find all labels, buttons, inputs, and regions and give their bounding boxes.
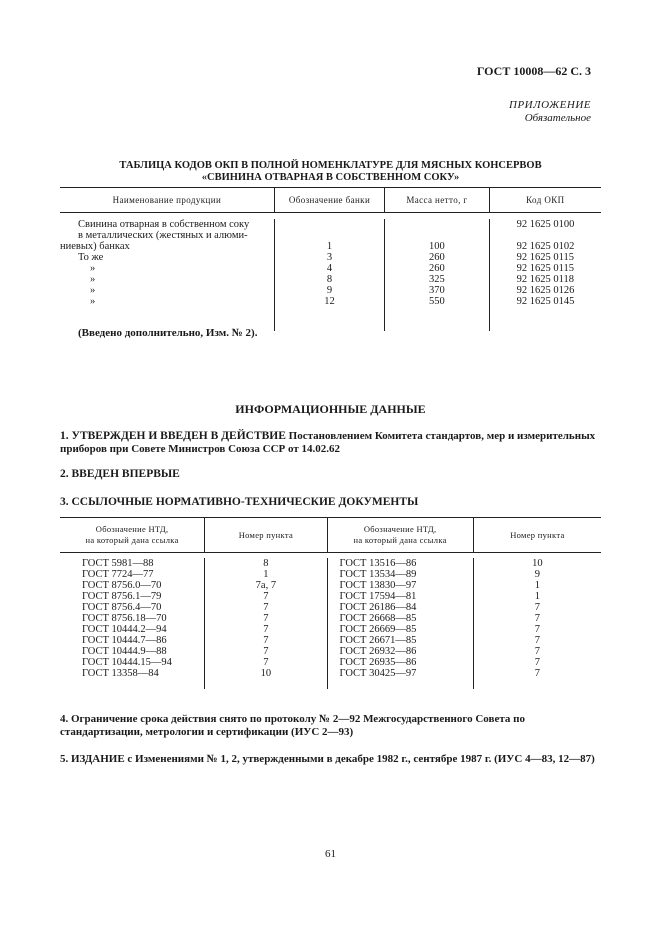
item-cell: 7 [534, 646, 540, 657]
ntd-cell: ГОСТ 17594—81 [339, 591, 417, 602]
okp-codes-table [60, 187, 601, 331]
appendix-title: ПРИЛОЖЕНИЕ [509, 99, 591, 111]
okp-table-title [60, 160, 601, 184]
item-cell: 7 [534, 624, 540, 635]
item-cell: 7 [263, 635, 269, 646]
item-cell: 1 [534, 591, 540, 602]
ntd-cell: ГОСТ 13358—84 [82, 668, 159, 679]
ntd-cell: ГОСТ 26935—86 [339, 657, 417, 668]
ntd-cell: ГОСТ 13534—89 [339, 569, 417, 580]
can-cell: 1 [326, 241, 333, 252]
mass-cell: 100 [429, 241, 445, 252]
can-cell: 3 [326, 252, 333, 263]
ntd-cell: ГОСТ 10444.7—86 [82, 635, 167, 646]
ntd-cell: ГОСТ 26669—85 [339, 624, 417, 635]
info-section-title: ИНФОРМАЦИОННЫЕ ДАННЫЕ [235, 402, 426, 416]
item-cell: 1 [263, 569, 269, 580]
can-cell: 4 [326, 263, 333, 274]
okp-table-header [60, 188, 601, 213]
col-ntd-right [328, 558, 474, 689]
product-cell: » [90, 274, 96, 285]
item-cell: 7 [534, 668, 540, 679]
col-okp [490, 219, 601, 331]
okp-cell: 92 1625 0115 [516, 263, 574, 274]
appendix-subtitle: Обязательное [524, 112, 591, 124]
okp-table-title-line2: «СВИНИНА ОТВАРНАЯ В СОБСТВЕННОМ СОКУ» [201, 172, 460, 183]
info-item-3: 3. ССЫЛОЧНЫЕ НОРМАТИВНО-ТЕХНИЧЕСКИЕ ДОКУМЕНТЫ [60, 496, 419, 508]
amendment-note: (Введено дополнительно, Изм. № 2). [78, 327, 258, 339]
mass-cell: 550 [429, 296, 445, 307]
item-cell: 10 [260, 668, 272, 679]
product-cell: » [90, 285, 96, 296]
col-header-ntd-left-line1: Обозначение НТД, [95, 524, 169, 534]
okp-cell [490, 230, 601, 241]
ntd-cell: ГОСТ 10444.2—94 [82, 624, 167, 635]
mass-cell: 260 [429, 252, 445, 263]
okp-cell: 92 1625 0100 [516, 219, 575, 230]
okp-cell: 92 1625 0118 [516, 274, 574, 285]
mass-cell [385, 219, 488, 230]
col-ntd-left [60, 558, 205, 689]
product-cell: Свинина отварная в собственном соку [78, 219, 250, 230]
can-cell [275, 219, 384, 230]
ntd-cell: ГОСТ 5981—88 [82, 558, 154, 569]
col-header-ntd-left [60, 518, 205, 552]
item-cell: 1 [534, 580, 540, 591]
col-can [275, 219, 385, 331]
info-item-5: 5. ИЗДАНИЕ с Изменениями № 1, 2, утвержденными в декабре 1982 г., сентябре 1987 г. (ИУС 4—83, 12—87) [60, 753, 595, 765]
info-item-1-text: Постановлением Комитета стандартов, мер и измерительных приборов при Совете Министров Союза ССР от 14.02.62 [60, 430, 596, 455]
page-number: 61 [325, 848, 336, 860]
mass-cell: 260 [429, 263, 445, 274]
item-cell: 7 [263, 613, 269, 624]
ref-table-body [60, 553, 601, 689]
item-cell: 7 [534, 635, 540, 646]
page-header-ref: ГОСТ 10008—62 С. 3 [476, 64, 591, 78]
ntd-cell: ГОСТ 8756.0—70 [82, 580, 162, 591]
ntd-cell: ГОСТ 26932—86 [339, 646, 417, 657]
okp-cell: 92 1625 0102 [516, 241, 575, 252]
col-item-left [205, 558, 327, 689]
item-cell: 7 [263, 602, 269, 613]
col-header-mass: Масса нетто, г [385, 188, 489, 212]
col-item-right [474, 558, 601, 689]
item-cell: 7 [534, 602, 540, 613]
reference-docs-table [60, 517, 601, 689]
item-cell: 7 [534, 613, 540, 624]
col-header-ntd-right-line2: на который дана ссылка [353, 535, 447, 545]
col-product [60, 219, 275, 331]
product-cell: ниевых) банках [60, 241, 130, 252]
product-cell: То же [78, 252, 104, 263]
col-header-ntd-right [328, 518, 474, 552]
ntd-cell: ГОСТ 8756.1—79 [82, 591, 162, 602]
appendix-label [509, 99, 591, 125]
col-header-ntd-right-line1: Обозначение НТД, [363, 524, 437, 534]
can-cell: 8 [326, 274, 333, 285]
mass-cell: 325 [429, 274, 445, 285]
ntd-cell: ГОСТ 30425—97 [339, 668, 417, 679]
info-item-1-caption: 1. УТВЕРЖДЕН И ВВЕДЕН В ДЕЙСТВИЕ [60, 430, 286, 442]
col-header-ntd-left-line2: на который дана ссылка [85, 535, 179, 545]
item-cell: 7 [263, 591, 269, 602]
ntd-cell: ГОСТ 8756.4—70 [82, 602, 162, 613]
info-item-2: 2. ВВЕДЕН ВПЕРВЫЕ [60, 468, 180, 480]
info-item-4: 4. Ограничение срока действия снято по протоколу № 2—92 Межгосударственного Совета по стандартизации, метрологии и сертификации (ИУС 2—93) [60, 713, 525, 738]
ntd-cell: ГОСТ 13830—97 [339, 580, 417, 591]
okp-cell: 92 1625 0115 [516, 252, 574, 263]
ntd-cell: ГОСТ 10444.9—88 [82, 646, 167, 657]
col-header-item-right: Номер пункта [510, 529, 565, 540]
can-cell [275, 230, 384, 241]
okp-table-body [60, 213, 601, 331]
ntd-cell: ГОСТ 7724—77 [82, 569, 154, 580]
col-header-okp: Код ОКП [526, 195, 565, 205]
col-mass [385, 219, 489, 331]
info-item-1 [60, 430, 601, 456]
ntd-cell: ГОСТ 10444.15—94 [82, 657, 172, 668]
mass-cell: 370 [429, 285, 445, 296]
col-header-item-left: Номер пункта [205, 518, 327, 552]
col-header-can: Обозначение банки [275, 188, 385, 212]
can-cell: 9 [326, 285, 333, 296]
okp-table-title-line1: ТАБЛИЦА КОДОВ ОКП В ПОЛНОЙ НОМЕНКЛАТУРЕ ДЛЯ МЯСНЫХ КОНСЕРВОВ [119, 160, 542, 171]
okp-cell: 92 1625 0145 [516, 296, 575, 307]
okp-cell: 92 1625 0126 [516, 285, 575, 296]
item-cell: 7 [263, 646, 269, 657]
item-cell: 10 [532, 558, 543, 569]
product-cell: » [90, 296, 96, 307]
can-cell: 12 [324, 296, 335, 307]
ntd-cell: ГОСТ 26186—84 [339, 602, 417, 613]
item-cell: 7 [263, 657, 269, 668]
product-cell: в металлических (жестяных и алюми- [78, 230, 248, 241]
item-cell: 9 [534, 569, 540, 580]
item-cell: 7а, 7 [255, 580, 277, 591]
item-cell: 8 [263, 558, 269, 569]
ntd-cell: ГОСТ 26668—85 [339, 613, 417, 624]
ntd-cell: ГОСТ 26671—85 [339, 635, 417, 646]
item-cell: 7 [263, 624, 269, 635]
ref-table-header [60, 518, 601, 553]
product-cell: » [90, 263, 96, 274]
col-header-product: Наименование продукции [60, 188, 275, 212]
ntd-cell: ГОСТ 13516—86 [339, 558, 417, 569]
item-cell: 7 [534, 657, 540, 668]
ntd-cell: ГОСТ 8756.18—70 [82, 613, 167, 624]
mass-cell [385, 230, 488, 241]
